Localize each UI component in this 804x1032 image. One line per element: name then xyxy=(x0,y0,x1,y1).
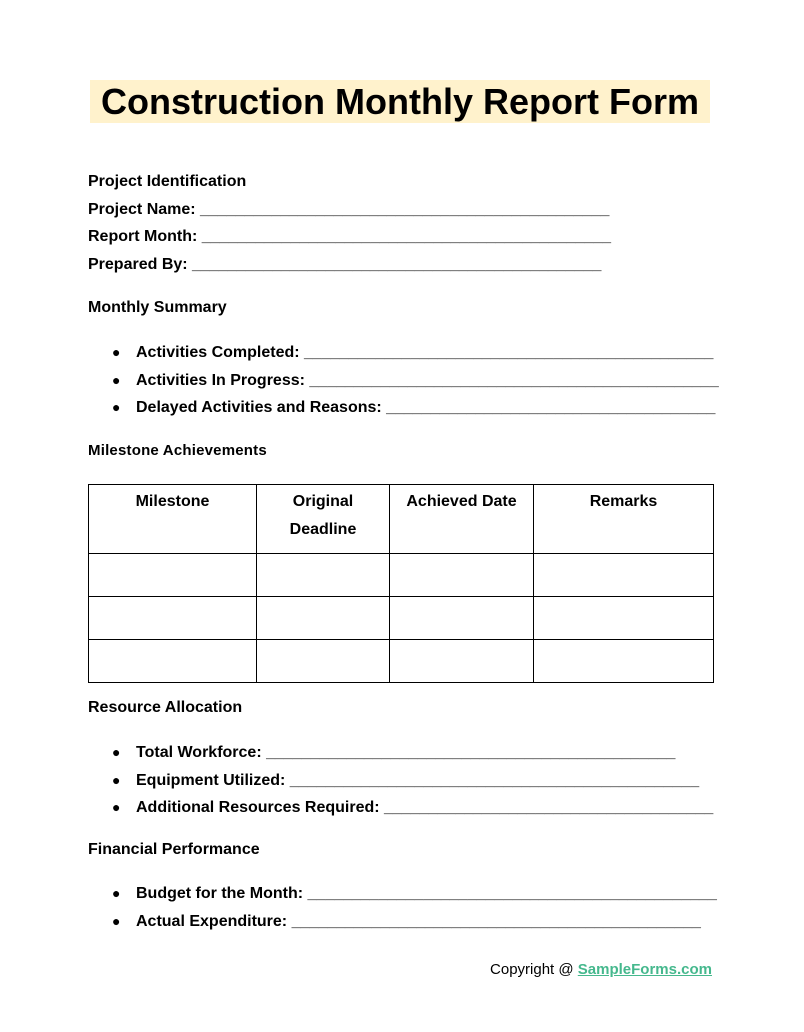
field-equipment-utilized: Equipment Utilized: ______________________________________________ xyxy=(136,772,700,789)
table-cell[interactable] xyxy=(257,597,390,640)
table-cell[interactable] xyxy=(390,597,534,640)
bullet-icon: ● xyxy=(112,372,121,388)
table-cell[interactable] xyxy=(534,554,714,597)
list-item xyxy=(112,883,717,904)
field-activities-completed: Activities Completed: ______________________________________________ xyxy=(136,344,714,361)
table-cell[interactable] xyxy=(89,597,257,640)
table-cell[interactable] xyxy=(534,640,714,683)
table-cell[interactable] xyxy=(390,640,534,683)
table-cell[interactable] xyxy=(257,640,390,683)
list-item xyxy=(112,370,719,391)
milestone-table xyxy=(88,484,714,683)
title-highlight xyxy=(90,80,710,123)
field-report-month: Report Month: ______________________________________________ xyxy=(88,228,612,245)
table-cell[interactable] xyxy=(89,640,257,683)
section-heading-financial-performance: Financial Performance xyxy=(88,841,260,858)
list-item xyxy=(112,911,701,932)
table-cell[interactable] xyxy=(89,554,257,597)
section-heading-resource-allocation: Resource Allocation xyxy=(88,699,243,716)
list-item xyxy=(112,397,715,418)
footer-copyright xyxy=(490,960,712,980)
field-additional-resources: Additional Resources Required: _____________________________________ xyxy=(136,799,714,816)
column-header-label: Original Deadline xyxy=(289,493,357,538)
bullet-icon: ● xyxy=(112,344,121,360)
table-header-row xyxy=(89,485,714,554)
bullet-icon: ● xyxy=(112,913,121,929)
table-cell[interactable] xyxy=(534,597,714,640)
table-cell[interactable] xyxy=(257,554,390,597)
list-item xyxy=(112,342,713,363)
column-header-original-deadline xyxy=(257,485,390,554)
section-heading-milestone-achievements: Milestone Achievements xyxy=(88,442,267,459)
table-row xyxy=(89,597,714,640)
list-item xyxy=(112,742,675,763)
column-header-achieved-date: Achieved Date xyxy=(390,485,534,554)
bullet-icon: ● xyxy=(112,885,121,901)
copyright-text: Copyright @ xyxy=(490,961,578,978)
field-activities-in-progress: Activities In Progress: ______________________________________________ xyxy=(136,372,719,389)
field-actual-expenditure: Actual Expenditure: ______________________________________________ xyxy=(136,913,701,930)
list-item xyxy=(112,770,699,791)
bullet-icon: ● xyxy=(112,799,121,815)
field-total-workforce: Total Workforce: ______________________________________________ xyxy=(136,744,676,761)
brand-link[interactable]: SampleForms.com xyxy=(577,961,712,978)
column-header-milestone: Milestone xyxy=(89,485,257,554)
section-heading-project-identification: Project Identification xyxy=(88,173,247,190)
table-cell[interactable] xyxy=(390,554,534,597)
table-row xyxy=(89,640,714,683)
list-item xyxy=(112,797,713,818)
table-row xyxy=(89,554,714,597)
field-project-name: Project Name: ______________________________________________ xyxy=(88,201,610,218)
field-delayed-activities: Delayed Activities and Reasons: _____________________________________ xyxy=(136,399,716,416)
field-prepared-by: Prepared By: ______________________________________________ xyxy=(88,256,602,273)
field-budget-for-month: Budget for the Month: ______________________________________________ xyxy=(136,885,717,902)
bullet-icon: ● xyxy=(112,399,121,415)
column-header-remarks: Remarks xyxy=(534,485,714,554)
section-heading-monthly-summary: Monthly Summary xyxy=(88,299,227,316)
bullet-icon: ● xyxy=(112,772,121,788)
page-title: Construction Monthly Report Form xyxy=(101,81,699,122)
bullet-icon: ● xyxy=(112,744,121,760)
